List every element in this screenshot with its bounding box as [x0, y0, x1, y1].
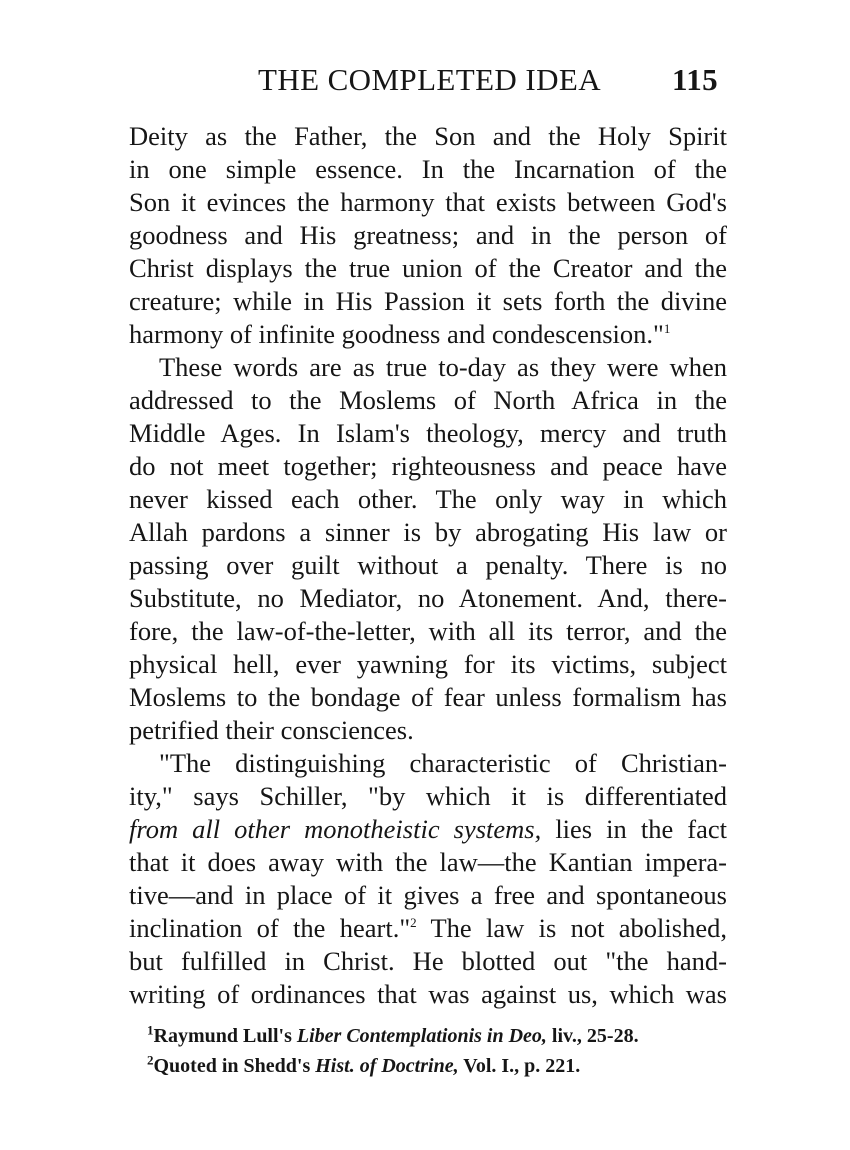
- text-line: addressed to the Moslems of North Africa in the: [129, 385, 727, 415]
- footnote-1: [147, 1021, 727, 1051]
- text-line: Son it evinces the harmony that exists between God's: [129, 187, 727, 217]
- footnote-2: [147, 1051, 727, 1081]
- text-line: but fulfilled in Christ. He blotted out "the hand-: [129, 946, 727, 976]
- running-header: [258, 62, 718, 102]
- text-line: tive—and in place of it gives a free and spontaneous: [129, 880, 727, 910]
- text-line: Middle Ages. In Islam's theology, mercy and truth: [129, 418, 727, 448]
- footnote-ref-1: 1: [663, 321, 671, 337]
- text-fragment: The law is not abolished,: [416, 913, 727, 943]
- text-line: "The distinguishing characteristic of Christian-: [159, 748, 727, 778]
- text-line: petrified their consciences.: [129, 715, 414, 745]
- text-line: goodness and His greatness; and in the person of: [129, 220, 727, 250]
- text-line: fore, the law-of-the-letter, with all its terror, and the: [129, 616, 727, 646]
- text-line: These words are as true to-day as they were when: [159, 352, 727, 382]
- footnotes: [147, 1021, 727, 1081]
- text-line: writing of ordinances that was against us, which was: [129, 979, 727, 1009]
- footnote-title: Liber Contemplationis in Deo,: [296, 1025, 547, 1047]
- text-line: in one simple essence. In the Incarnation of the: [129, 154, 727, 184]
- text-line: creature; while in His Passion it sets forth the divine: [129, 286, 727, 316]
- text-line: never kissed each other. The only way in which: [129, 484, 727, 514]
- footnote-mark: 2: [147, 1052, 154, 1068]
- text-line: [129, 912, 727, 945]
- body-text: [129, 120, 727, 1011]
- text-line: Substitute, no Mediator, no Atonement. And, there-: [129, 583, 727, 613]
- text-line: ity," says Schiller, "by which it is differentiated: [129, 781, 727, 811]
- text-line: [129, 318, 727, 351]
- footnote-text: Vol. I., p. 221.: [458, 1055, 581, 1077]
- footnote-ref-2: 2: [410, 915, 417, 931]
- text-line: Christ displays the true union of the Creator and the: [129, 253, 727, 283]
- footnote-text: Raymund Lull's: [153, 1025, 297, 1047]
- text-fragment: harmony of infinite goodness and condescension.": [129, 319, 664, 349]
- text-line: passing over guilt without a penalty. There is no: [129, 550, 727, 580]
- text-fragment: inclination of the heart.": [129, 913, 411, 943]
- text-line: physical hell, ever yawning for its victims, subject: [129, 649, 727, 679]
- footnote-text: liv., 25-28.: [546, 1025, 639, 1047]
- footnote-mark: 1: [147, 1022, 154, 1038]
- text-line: [129, 813, 727, 846]
- text-line: Deity as the Father, the Son and the Holy Spirit: [129, 121, 727, 151]
- running-title: THE COMPLETED IDEA: [258, 62, 601, 97]
- text-line: Moslems to the bondage of fear unless formalism has: [129, 682, 727, 712]
- footnote-title: Hist. of Doctrine,: [315, 1055, 459, 1077]
- page-number: 115: [672, 62, 718, 97]
- text-line: Allah pardons a sinner is by abrogating His law or: [129, 517, 727, 547]
- italic-phrase: from all other monotheistic systems,: [129, 814, 542, 844]
- text-line: do not meet together; righteousness and peace have: [129, 451, 727, 481]
- footnote-text: Quoted in Shedd's: [153, 1055, 316, 1077]
- text-line: that it does away with the law—the Kantian impera-: [129, 847, 727, 877]
- text-fragment: lies in the fact: [555, 814, 727, 844]
